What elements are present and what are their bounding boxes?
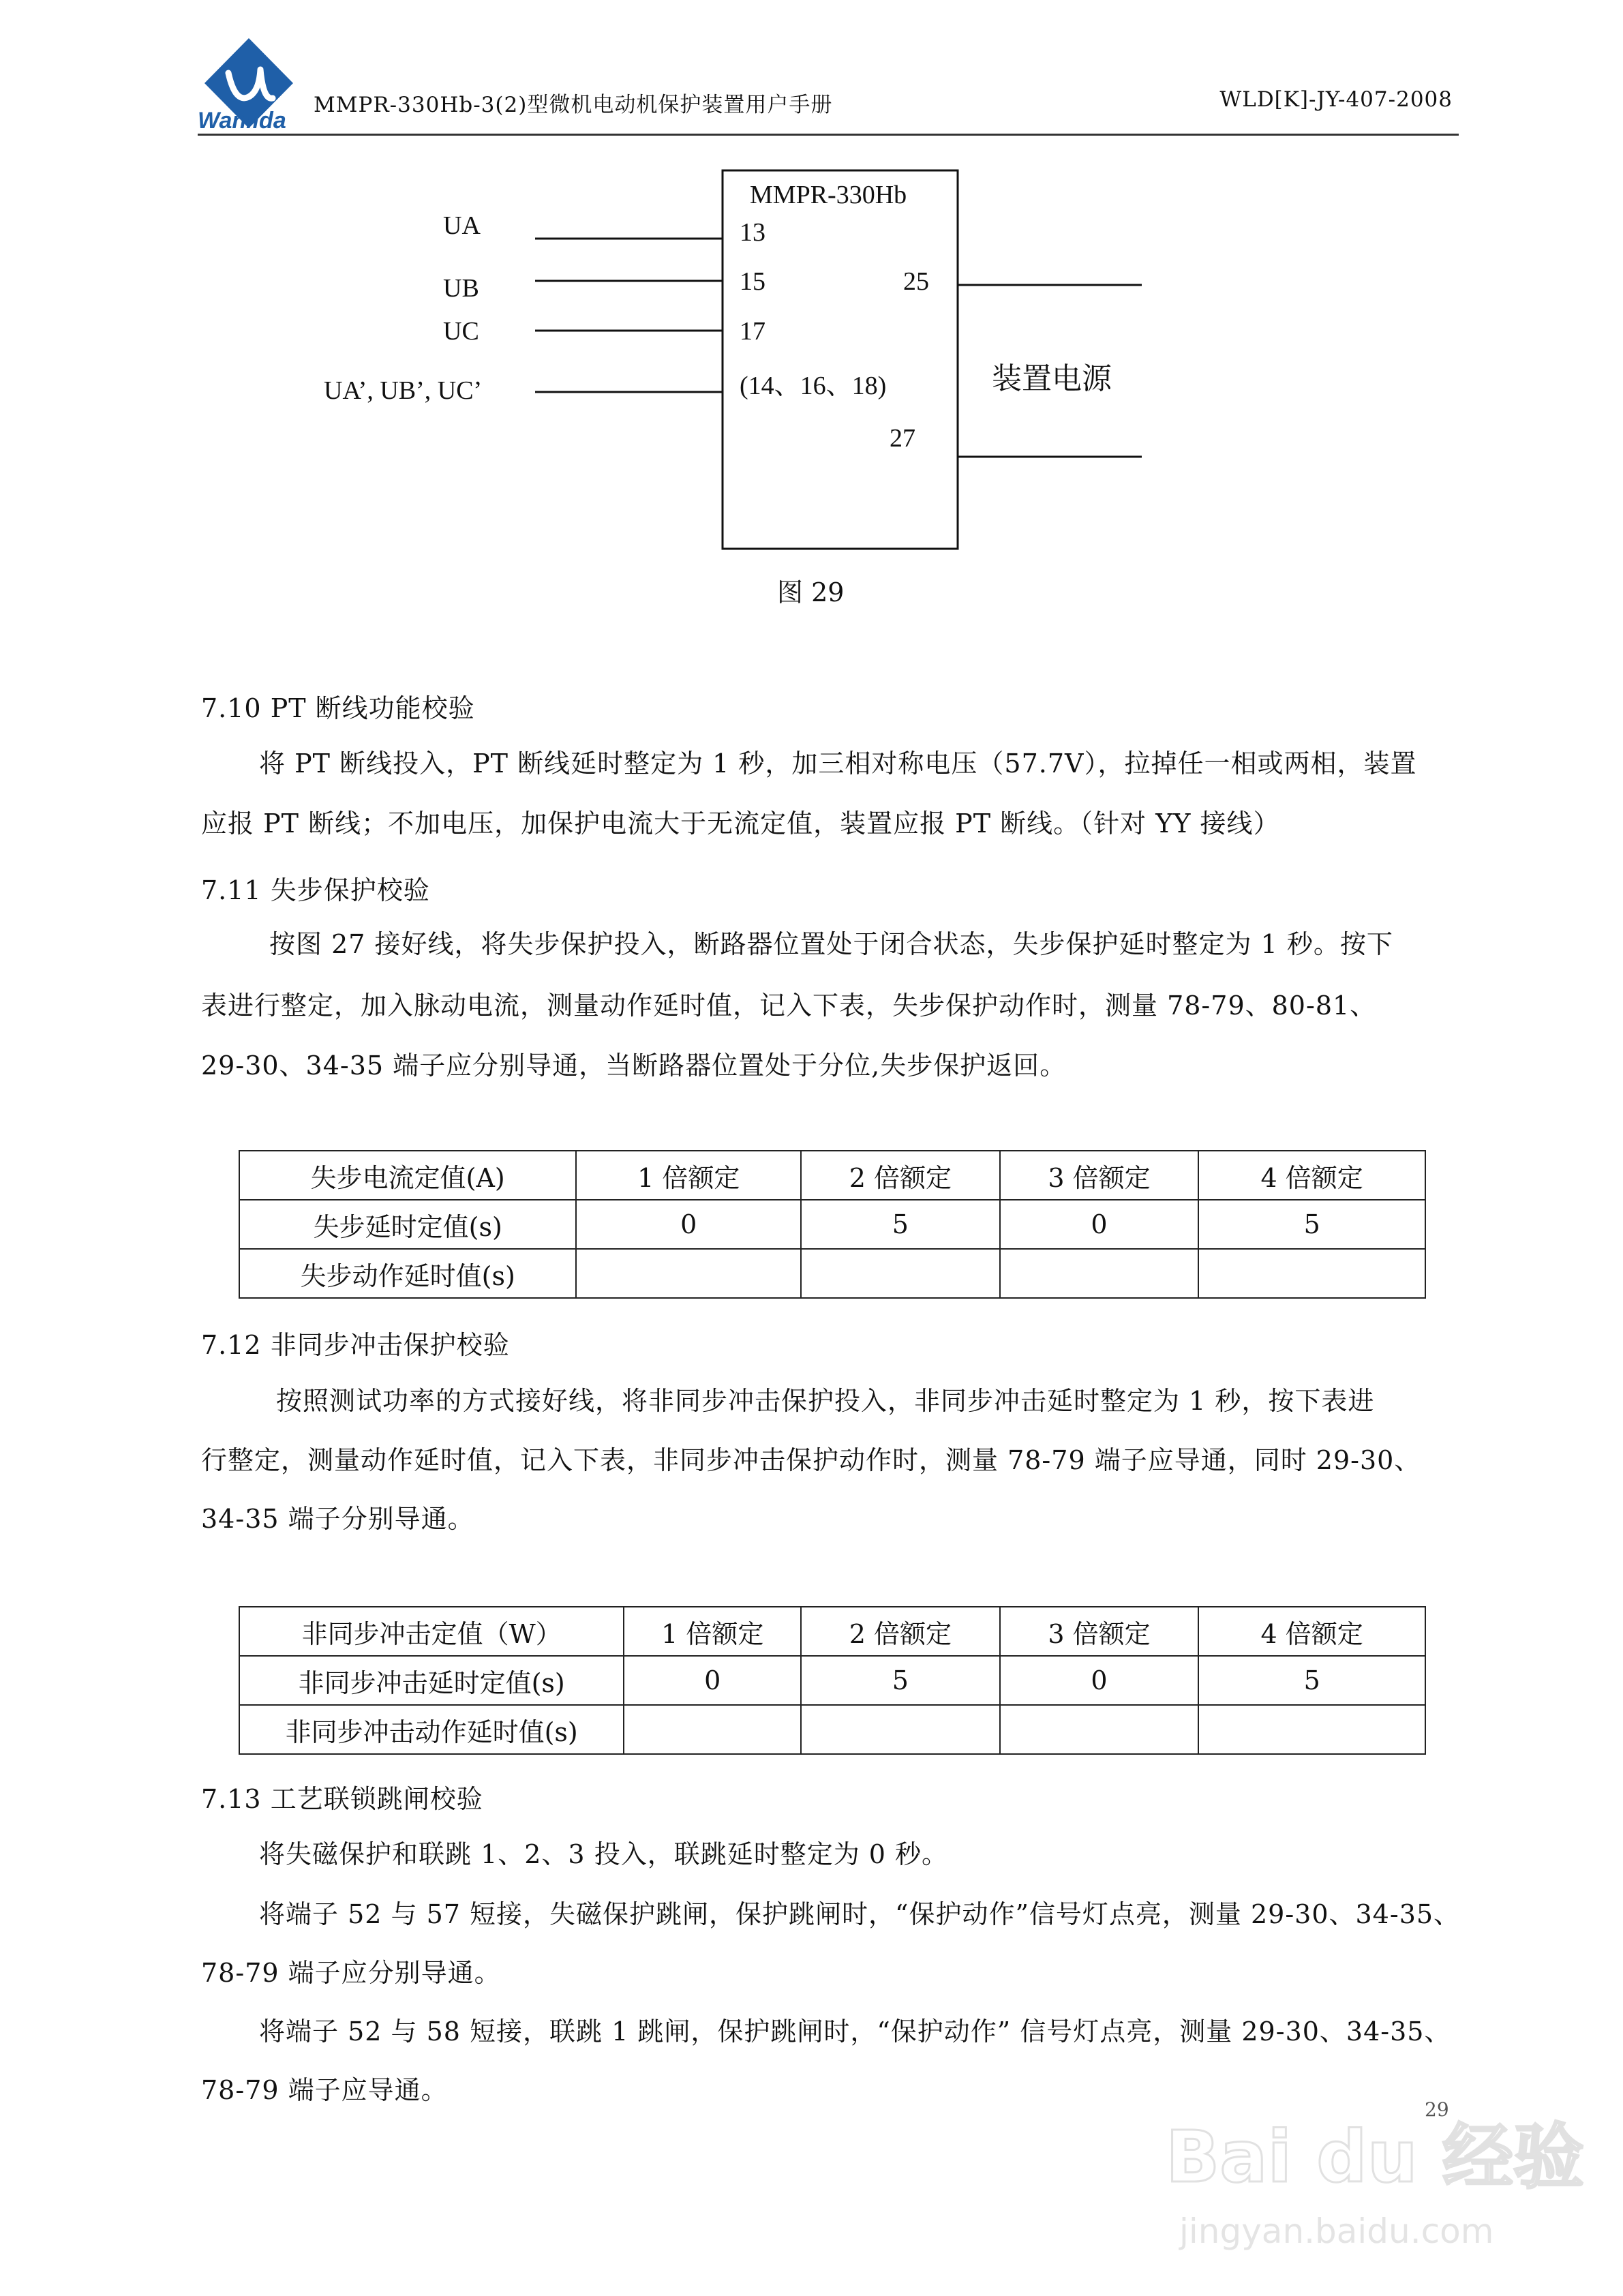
table-cell [801, 1249, 1000, 1298]
table-cell: 5 [1198, 1200, 1425, 1249]
table-cell [576, 1249, 801, 1298]
watermark-brand: Bai du 经验 [1166, 2115, 1584, 2199]
table-cell: 非同步冲击定值（W） [239, 1607, 624, 1656]
s711-line-3: 29-30、34-35 端子应分别导通，当断路器位置处于分位,失步保护返回。 [201, 1051, 1067, 1081]
table-cell: 3 倍额定 [1000, 1607, 1199, 1656]
baidu-watermark [1159, 2106, 1584, 2263]
table-out-of-step [239, 1150, 1426, 1299]
terminal-17: 17 [740, 317, 765, 346]
table-row [239, 1249, 1425, 1298]
s713-line-5: 78-79 端子应导通。 [201, 2075, 448, 2105]
table-cell [801, 1705, 1000, 1754]
header-title: MMPR-330Hb-3(2)型微机电动机保护装置用户手册 [314, 93, 833, 117]
section-7-11-title: 7.11 失步保护校验 [201, 875, 430, 905]
table-cell: 非同步冲击延时定值(s) [239, 1656, 624, 1705]
s713-line-1: 将失磁保护和联跳 1、2、3 投入，联跳延时整定为 0 秒。 [259, 1839, 949, 1869]
input-label-uc: UC [443, 317, 479, 346]
table-row [239, 1151, 1425, 1200]
header-rule [198, 134, 1459, 136]
s711-line-2: 表进行整定，加入脉动电流，测量动作延时值，记入下表，失步保护动作时，测量 78-79、80-81、 [201, 991, 1377, 1021]
s713-line-4: 将端子 52 与 58 短接，联跳 1 跳闸，保护跳闸时，“保护动作” 信号灯点亮，测量 29-30、34-35、 [259, 2016, 1451, 2046]
table-cell: 5 [801, 1200, 1000, 1249]
table-cell: 失步电流定值(A) [239, 1151, 576, 1200]
table-cell: 1 倍额定 [624, 1607, 801, 1656]
table-row [239, 1607, 1425, 1656]
table-cell: 0 [624, 1656, 801, 1705]
table-cell: 0 [1000, 1200, 1199, 1249]
table-cell: 0 [1000, 1656, 1199, 1705]
table-cell: 5 [801, 1656, 1000, 1705]
table-cell [1000, 1705, 1199, 1754]
terminal-14-16-18: (14、16、18) [740, 372, 887, 400]
section-7-12-title: 7.12 非同步冲击保护校验 [201, 1330, 510, 1360]
wiring-diagram [286, 164, 1241, 586]
table-cell: 2 倍额定 [801, 1607, 1000, 1656]
power-label: 装置电源 [992, 361, 1112, 396]
s711-line-1: 按图 27 接好线，将失步保护投入，断路器位置处于闭合状态，失步保护延时整定为 1 秒。按下 [269, 929, 1393, 959]
table-cell [1198, 1705, 1425, 1754]
logo-wordmark: Wanlida [198, 108, 286, 134]
table-cell: 2 倍额定 [801, 1151, 1000, 1200]
s713-line-2: 将端子 52 与 57 短接，失磁保护跳闸，保护跳闸时，“保护动作”信号灯点亮，测量 29-30、34-35、 [259, 1899, 1461, 1929]
page-number: 29 [1425, 2098, 1449, 2121]
s712-line-2: 行整定，测量动作延时值，记入下表，非同步冲击保护动作时，测量 78-79 端子应导通，同时 29-30、 [201, 1445, 1421, 1475]
input-label-ub: UB [443, 274, 479, 303]
table-cell: 1 倍额定 [576, 1151, 801, 1200]
table-row [239, 1200, 1425, 1249]
table-cell [1000, 1249, 1199, 1298]
s710-line-2: 应报 PT 断线；不加电压，加保护电流大于无流定值，装置应报 PT 断线。（针对 YY 接线） [201, 809, 1280, 839]
s713-line-3: 78-79 端子应分别导通。 [201, 1958, 501, 1988]
s712-line-3: 34-35 端子分别导通。 [201, 1504, 474, 1534]
table-cell [1198, 1249, 1425, 1298]
table-cell: 4 倍额定 [1198, 1607, 1425, 1656]
table-row [239, 1656, 1425, 1705]
table-asynchronous-impact [239, 1606, 1426, 1755]
figure-caption: 图 29 [777, 577, 845, 607]
terminal-25: 25 [903, 267, 929, 296]
table-cell: 3 倍额定 [1000, 1151, 1199, 1200]
table-cell: 5 [1198, 1656, 1425, 1705]
watermark-url: jingyan.baidu.com [1179, 2211, 1494, 2251]
table-cell [624, 1705, 801, 1754]
table-cell: 非同步冲击动作延时值(s) [239, 1705, 624, 1754]
table-cell: 失步延时定值(s) [239, 1200, 576, 1249]
table-cell: 0 [576, 1200, 801, 1249]
table-row [239, 1705, 1425, 1754]
input-label-neutral: UA’, UB’, UC’ [324, 376, 483, 405]
input-label-ua: UA [443, 211, 481, 240]
header-doc-code: WLD[K]-JY-407-2008 [1219, 87, 1453, 112]
terminal-15: 15 [740, 267, 765, 296]
device-name: MMPR-330Hb [750, 181, 907, 209]
terminal-27: 27 [890, 424, 915, 453]
table-cell: 4 倍额定 [1198, 1151, 1425, 1200]
section-7-13-title: 7.13 工艺联锁跳闸校验 [201, 1784, 483, 1814]
section-7-10-title: 7.10 PT 断线功能校验 [201, 693, 475, 723]
s712-line-1: 按照测试功率的方式接好线，将非同步冲击保护投入，非同步冲击延时整定为 1 秒，按下表进 [276, 1386, 1375, 1416]
terminal-13: 13 [740, 218, 765, 247]
table-cell: 失步动作延时值(s) [239, 1249, 576, 1298]
s710-line-1: 将 PT 断线投入，PT 断线延时整定为 1 秒，加三相对称电压（57.7V），拉掉任一相或两相，装置 [259, 749, 1417, 779]
